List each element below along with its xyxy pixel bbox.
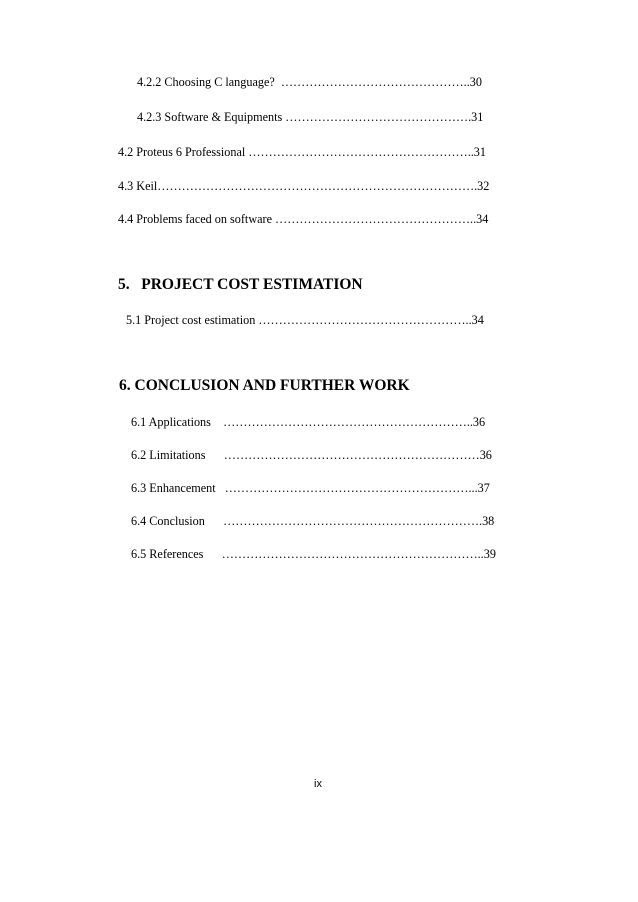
toc-entry-6-2: 6.2 Limitations ………………………………………………………36	[131, 448, 492, 462]
toc-entry-6-5: 6.5 References ………………………………………………………..39	[131, 547, 496, 561]
toc-entry-4-4: 4.4 Problems faced on software …………………………………………..34	[118, 212, 489, 226]
toc-entry-4-2-2: 4.2.2 Choosing C language? ………………………………………..30	[137, 75, 482, 89]
section-6-heading: 6. CONCLUSION AND FURTHER WORK	[119, 377, 410, 394]
toc-entry-6-3: 6.3 Enhancement ……………………………………………………...37	[131, 481, 490, 495]
toc-entry-6-4: 6.4 Conclusion ……………………………………………………….38	[131, 514, 495, 528]
toc-entry-5-1: 5.1 Project cost estimation ……………………………………………..34	[126, 313, 484, 327]
page-number: ix	[314, 778, 322, 790]
section-5-heading: 5. PROJECT COST ESTIMATION	[118, 276, 363, 293]
toc-entry-4-2-3: 4.2.3 Software & Equipments ……………………………………….31	[137, 110, 484, 124]
toc-entry-4-3: 4.3 Keil…………………………………………………………………….32	[118, 179, 490, 193]
toc-entry-6-1: 6.1 Applications ……………………………………………………..36	[131, 415, 486, 429]
toc-entry-4-2: 4.2 Proteus 6 Professional ………………………………………………..31	[118, 145, 486, 159]
